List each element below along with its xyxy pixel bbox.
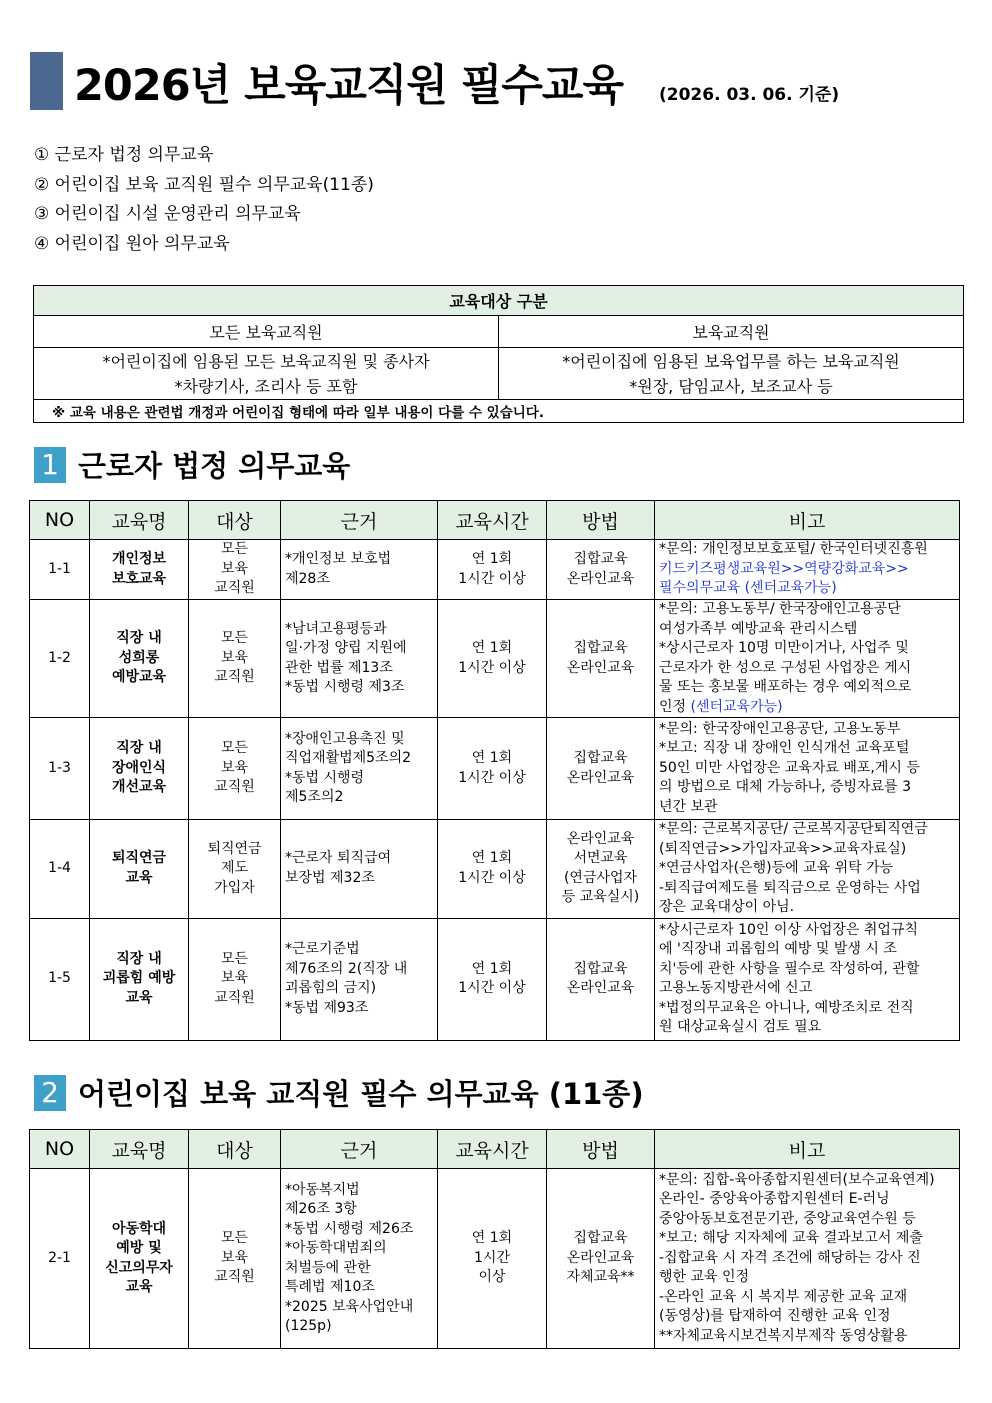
cell-no: 1-5	[30, 918, 90, 1040]
cell-target: 모든 보육 교직원	[189, 718, 281, 820]
cell-no: 1-2	[30, 600, 90, 718]
cell-target: 퇴직연금 제도 가입자	[189, 820, 281, 919]
cell-basis: *남녀고용평등과 일·가정 양립 지원에 관한 법률 제13조 *동법 시행령 제3조	[281, 600, 438, 718]
cell-time: 연 1회 1시간 이상	[438, 918, 547, 1040]
cell-course-name: 직장 내 장애인식 개선교육	[90, 718, 189, 820]
cell-time: 연 1회 1시간 이상	[438, 540, 547, 600]
cell-method: 온라인교육 서면교육 (연금사업자 등 교육실시)	[547, 820, 655, 919]
table-header-row	[30, 501, 960, 540]
cell-target: 모든 보육 교직원	[189, 1169, 281, 1349]
col-header: 교육명	[90, 1130, 189, 1169]
table-row	[30, 718, 960, 820]
remarks-text: *문의: 집합-육아종합지원센터(보수교육연계) 온라인- 중앙육아종합지원센터 E-러닝 중앙아동보호전문기관, 중앙교육연수원 등 *보고: 해당 지자체에 교육 결과보고서 제출 -집합교육 시 자격 조건에 해당하는 강사 진 행한 교육 인정 -온라인 교육 시 복지부 제공한 교육 교재 (동영상)를 탑재하여 진행한 교육 인정 **자체교육시보건복지부제작 동영상활용	[659, 1171, 935, 1344]
cell-method: 집합교육 온라인교육	[547, 718, 655, 820]
cell-target: 모든 보육 교직원	[189, 540, 281, 600]
col-header: NO	[30, 1130, 90, 1169]
cell-remarks	[655, 1169, 960, 1349]
toc-item: ③ 어린이집 시설 운영관리 의무교육	[34, 204, 301, 224]
cell-method: 집합교육 온라인교육 자체교육**	[547, 1169, 655, 1349]
table-row	[30, 600, 960, 718]
cell-remarks	[655, 600, 960, 718]
target-classification-table	[33, 285, 964, 423]
cell-time: 연 1회 1시간 이상	[438, 1169, 547, 1349]
title-accent-bar	[30, 52, 63, 110]
remarks-link-text: (센터교육가능)	[686, 698, 783, 715]
section-1-heading	[34, 444, 350, 485]
section-number: 1	[34, 447, 66, 483]
cell-basis: *개인정보 보호법 제28조	[281, 540, 438, 600]
cell-course-name: 개인정보 보호교육	[90, 540, 189, 600]
col-header: 비고	[655, 501, 960, 540]
cell-course-name: 퇴직연금 교육	[90, 820, 189, 919]
col-header: 교육명	[90, 501, 189, 540]
cell-basis: *근로기준법 제76조의 2(직장 내 괴롭힘의 금지) *동법 제93조	[281, 918, 438, 1040]
cell-course-name: 직장 내 성희롱 예방교육	[90, 600, 189, 718]
section-1-table	[29, 500, 960, 1041]
page-title-text: 2026년 보육교직원 필수교육	[74, 61, 623, 111]
col-header: 대상	[189, 1130, 281, 1169]
cell-no: 1-1	[30, 540, 90, 600]
col-header: 교육시간	[438, 501, 547, 540]
col-header: 근거	[281, 501, 438, 540]
target-col-all-staff: 모든 보육교직원	[34, 316, 499, 348]
page-title	[74, 52, 839, 113]
col-header: 방법	[547, 501, 655, 540]
remarks-text: *문의: 개인정보보호포털/ 한국인터넷진흥원	[659, 541, 928, 558]
target-all-staff-desc: *어린이집에 임용된 모든 보육교직원 및 종사자 *차량기사, 조리사 등 포함	[34, 348, 499, 400]
section-title: 어린이집 보육 교직원 필수 의무교육 (11종)	[78, 1077, 644, 1111]
cell-method: 집합교육 온라인교육	[547, 918, 655, 1040]
col-header: 교육시간	[438, 1130, 547, 1169]
cell-method: 집합교육 온라인교육	[547, 540, 655, 600]
cell-target: 모든 보육 교직원	[189, 600, 281, 718]
cell-remarks	[655, 540, 960, 600]
target-care-staff-desc: *어린이집에 임용된 보육업무를 하는 보육교직원 *원장, 담임교사, 보조교사 등	[499, 348, 964, 400]
remarks-text: *상시근로자 10인 이상 사업장은 취업규칙 에 '직장내 괴롭힘의 예방 및 발생 시 조 치'등에 관한 사항을 필수로 작성하여, 관할 고용노동지방관서에 신고 *법정의무교육은 아니나, 예방조치로 전직 원 대상교육실시 검토 필요	[659, 921, 920, 1035]
table-row	[30, 918, 960, 1040]
cell-no: 2-1	[30, 1169, 90, 1349]
reference-date: (2026. 03. 06. 기준)	[658, 85, 840, 105]
target-col-care-staff: 보육교직원	[499, 316, 964, 348]
cell-basis: *근로자 퇴직급여 보장법 제32조	[281, 820, 438, 919]
col-header: 대상	[189, 501, 281, 540]
col-header: NO	[30, 501, 90, 540]
section-title: 근로자 법정 의무교육	[78, 449, 351, 483]
cell-no: 1-3	[30, 718, 90, 820]
cell-course-name: 아동학대 예방 및 신고의무자 교육	[90, 1169, 189, 1349]
cell-course-name: 직장 내 괴롭힘 예방 교육	[90, 918, 189, 1040]
toc-item: ① 근로자 법정 의무교육	[34, 145, 214, 165]
target-table-note: ※ 교육 내용은 관련법 개정과 어린이집 형태에 따라 일부 내용이 다를 수 있습니다.	[34, 400, 964, 423]
cell-remarks	[655, 718, 960, 820]
cell-remarks	[655, 918, 960, 1040]
remarks-text: *문의: 근로복지공단/ 근로복지공단퇴직연금 (퇴직연금>>가입자교육>>교육자료실) *연금사업자(은행)등에 교육 위탁 가능 -퇴직급여제도를 퇴직금으로 운영하는 사업 장은 교육대상이 아님.	[659, 821, 928, 915]
toc-item: ② 어린이집 보육 교직원 필수 의무교육(11종)	[34, 174, 374, 195]
col-header: 근거	[281, 1130, 438, 1169]
toc-item: ④ 어린이집 원아 의무교육	[34, 233, 230, 254]
section-2-heading	[34, 1072, 644, 1113]
table-row	[30, 540, 960, 600]
table-row	[30, 820, 960, 919]
remarks-text: *문의: 한국장애인고용공단, 고용노동부 *보고: 직장 내 장애인 인식개선 교육포털 50인 미만 사업장은 교육자료 배포,게시 등 의 방법으로 대체 가능하나, 증빙자료를 3 년간 보관	[659, 720, 920, 815]
cell-target: 모든 보육 교직원	[189, 918, 281, 1040]
cell-basis: *장애인고용촉진 및 직업재활법제5조의2 *동법 시행령 제5조의2	[281, 718, 438, 820]
col-header: 방법	[547, 1130, 655, 1169]
section-2-table	[29, 1129, 960, 1349]
cell-no: 1-4	[30, 820, 90, 919]
table-row	[30, 1169, 960, 1349]
cell-basis: *아동복지법 제26조 3항 *동법 시행령 제26조 *아동학대범죄의 처벌등에 관한 특례법 제10조 *2025 보육사업안내 (125p)	[281, 1169, 438, 1349]
cell-time: 연 1회 1시간 이상	[438, 820, 547, 919]
cell-remarks	[655, 820, 960, 919]
section-number: 2	[34, 1075, 66, 1111]
cell-time: 연 1회 1시간 이상	[438, 718, 547, 820]
cell-method: 집합교육 온라인교육	[547, 600, 655, 718]
col-header: 비고	[655, 1130, 960, 1169]
remarks-link-text: 키드키즈평생교육원>>역량강화교육>> 필수의무교육 (센터교육가능)	[659, 560, 909, 597]
table-of-contents	[34, 141, 374, 259]
cell-time: 연 1회 1시간 이상	[438, 600, 547, 718]
table-header-row	[30, 1130, 960, 1169]
remarks-text: *문의: 고용노동부/ 한국장애인고용공단 여성가족부 예방교육 관리시스템 *상시근로자 10명 미만이거나, 사업주 및 근로자가 한 성으로 구성된 사업장은 게시 물 또는 홍보물 배포하는 경우 예외적으로 인정	[659, 601, 912, 715]
target-table-title: 교육대상 구분	[34, 286, 964, 316]
